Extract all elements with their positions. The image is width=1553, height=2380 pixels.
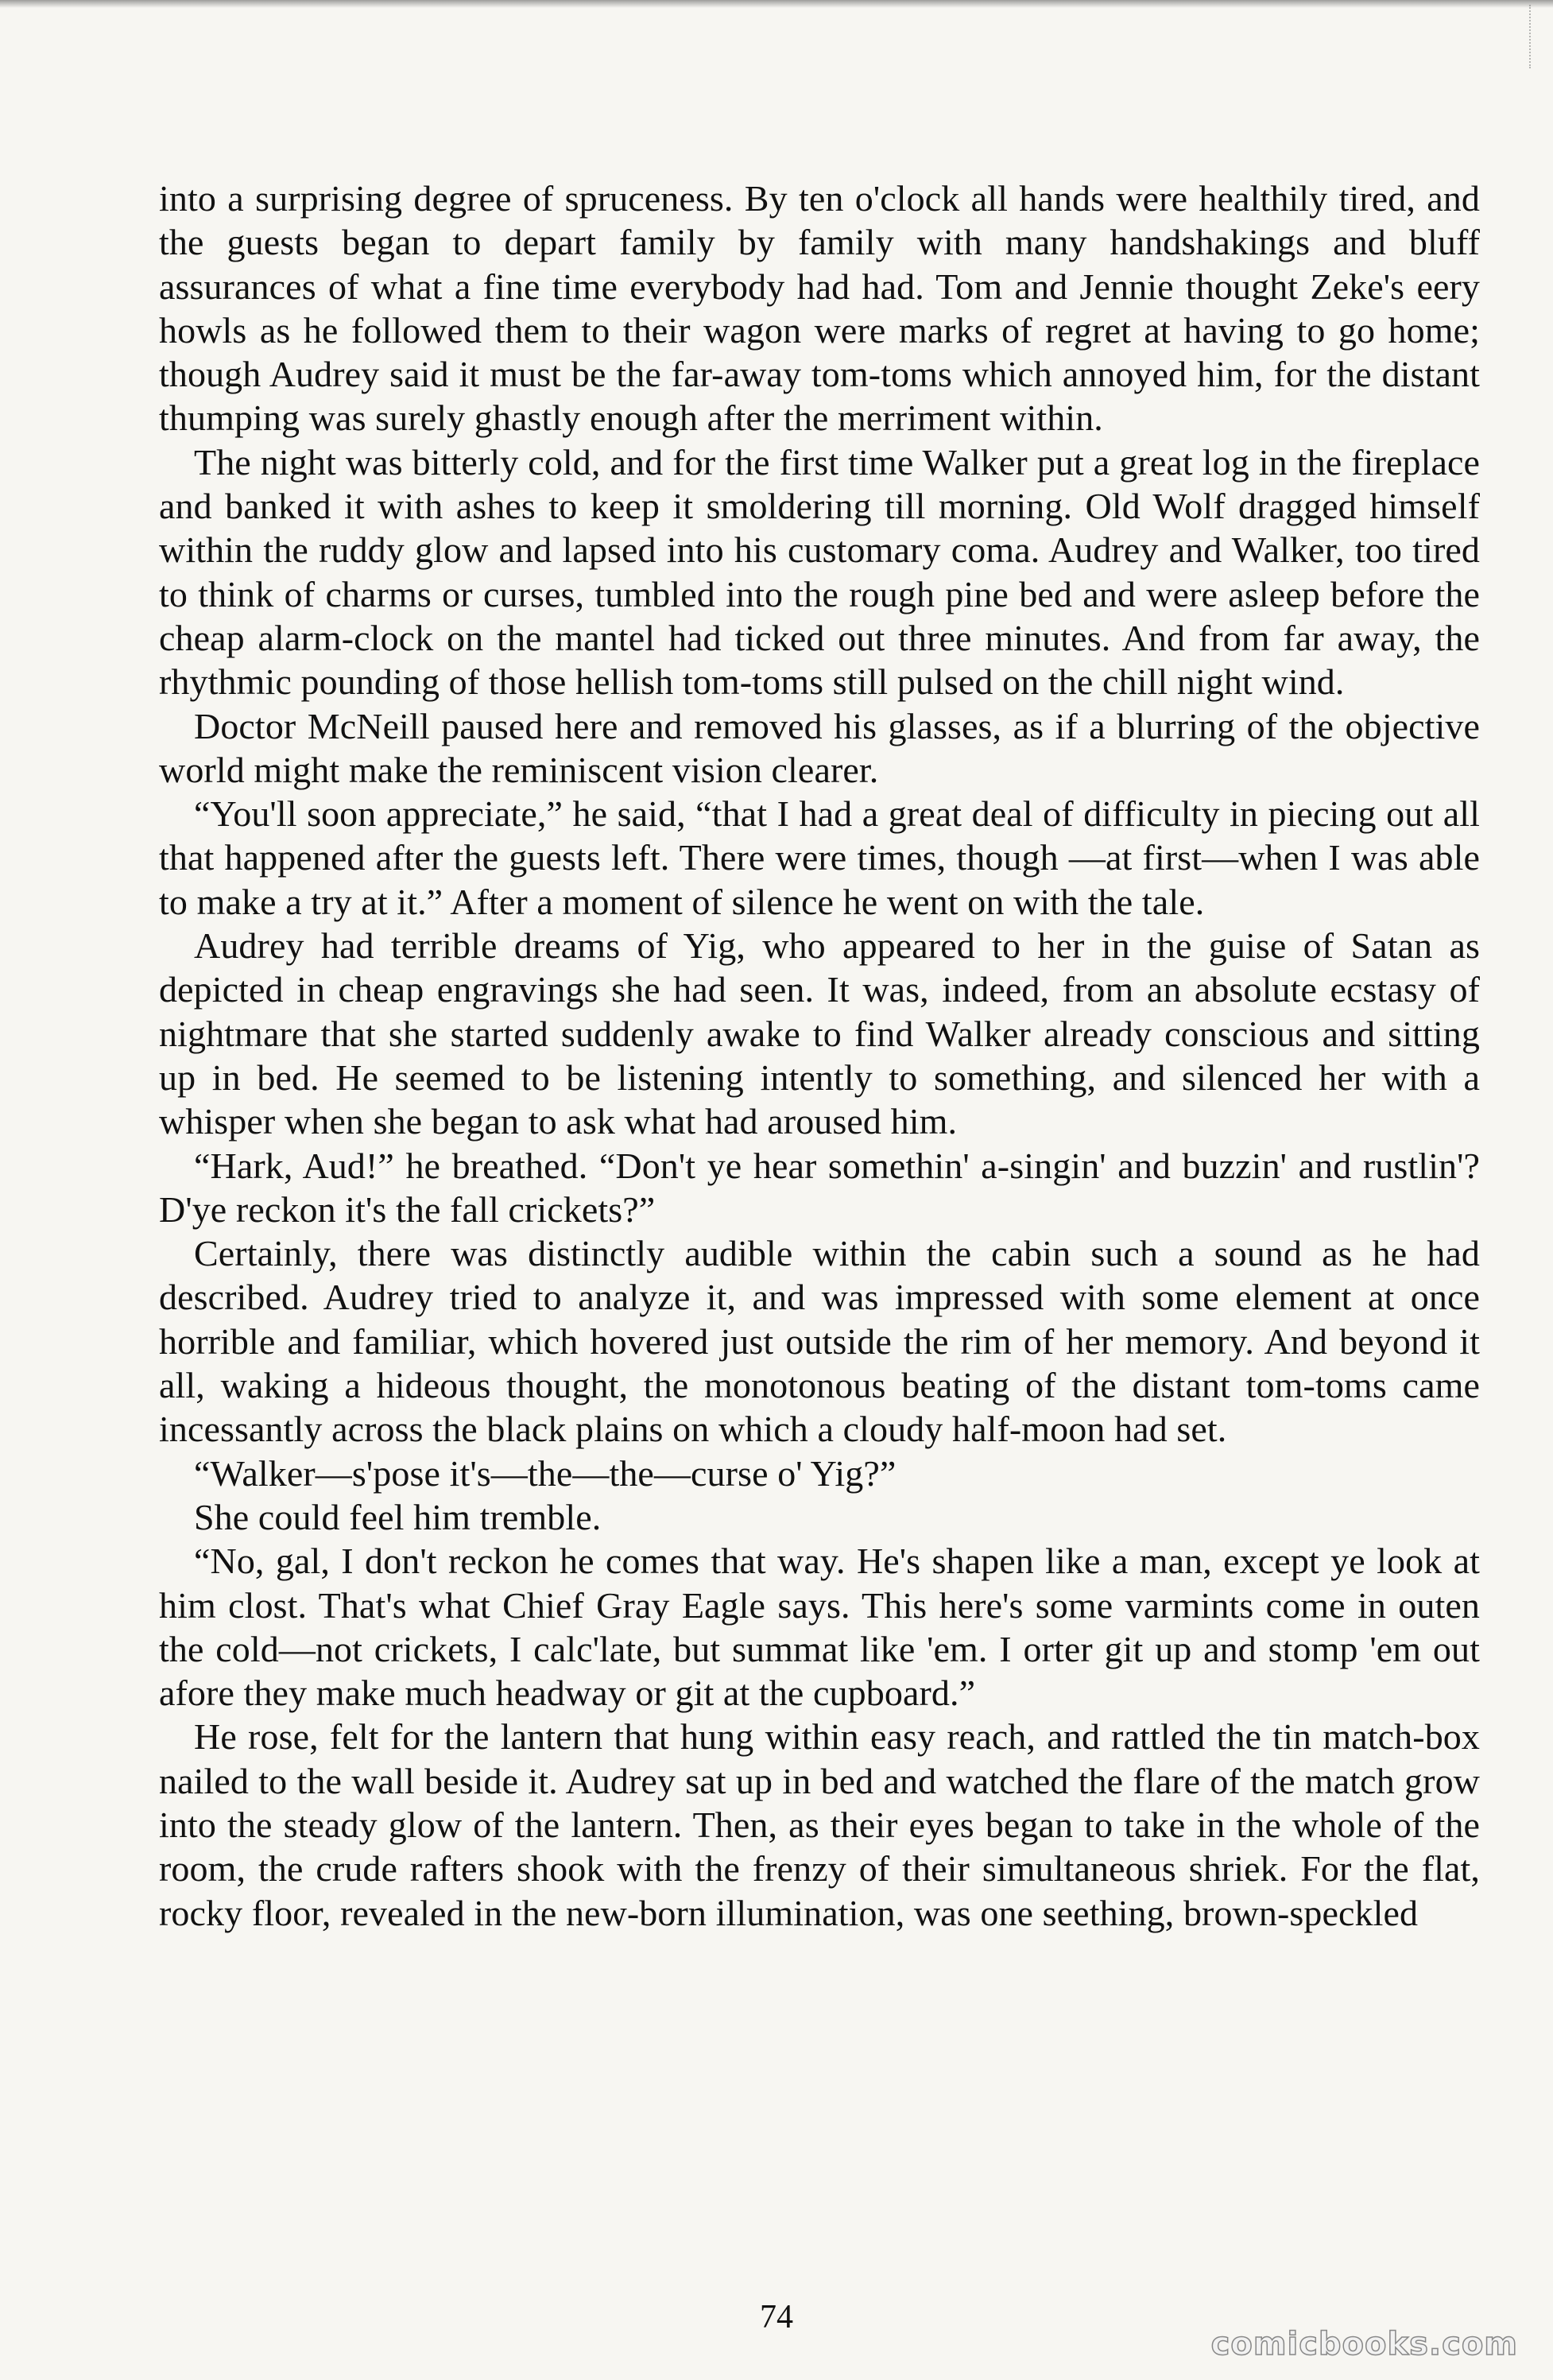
scan-edge-mark xyxy=(1529,5,1548,68)
page-body xyxy=(159,176,1480,1935)
paragraph-4: “You'll soon appreciate,” he said, “that I had a great deal of difficulty in piecing out all that happened after the guests left. There were times, though —at first—when I was able to make a try at it.” After a moment of silence he went on with the tale. xyxy=(159,793,1480,922)
paragraph-5: Audrey had terrible dreams of Yig, who appeared to her in the guise of Satan as depicted in cheap engravings she had seen. It was, indeed, from an absolute ecstasy of nightmare that she started suddenly awake to find Walker already conscious and sitting up in bed. He seemed to be listening intently to something, and silenced her with a whisper when she began to ask what had aroused him. xyxy=(159,925,1480,1142)
paragraph-2: The night was bitterly cold, and for the first time Walker put a great log in the fireplace and banked it with ashes to keep it smoldering till morning. Old Wolf dragged himself within the ruddy glow and lapsed into his customary coma. Audrey and Walker, too tired to think of charms or curses, tumbled into the rough pine bed and were asleep before the cheap alarm-clock on the mantel had ticked out three minutes. And from far away, the rhythmic pounding of those hellish tom-toms still pulsed on the chill night wind. xyxy=(159,441,1480,703)
paragraph-7: Certainly, there was distinctly audible within the cabin such a sound as he had described. Audrey tried to analyze it, and was impressed with some element at once horrible and familiar, which hovered just outside the rim of her memory. And beyond it all, waking a hideous thought, the monotonous beating of the distant tom-toms came incessantly across the black plains on which a cloudy half-moon had set. xyxy=(159,1233,1480,1450)
paragraph-3: Doctor McNeill paused here and removed his glasses, as if a blurring of the objective world might make the reminiscent vision clearer. xyxy=(159,705,1480,790)
paragraph-9: She could feel him tremble. xyxy=(194,1496,602,1537)
paragraph-11: He rose, felt for the lantern that hung within easy reach, and rattled the tin match-box nailed to the wall beside it. Audrey sat up in bed and watched the flare of the match grow into the steady glow of the lantern. Then, as their eyes began to take in the whole of the room, the crude rafters shook with the frenzy of their simultaneous shriek. For the flat, rocky floor, revealed in the new-born illumination, was one seething, brown-speckled xyxy=(159,1716,1480,1933)
paragraph-10: “No, gal, I don't reckon he comes that way. He's shapen like a man, except ye look at him clost. That's what Chief Gray Eagle says. This here's some varmints come in outen the cold—not crickets, I calc'late, but summat like 'em. I orter git up and stomp 'em out afore they make much headway or git at the cupboard.” xyxy=(159,1541,1480,1714)
watermark-logo: comicbooks.com xyxy=(1210,2326,1518,2363)
paragraph-8: “Walker—s'pose it's—the—the—curse o' Yig?” xyxy=(194,1452,897,1494)
scan-top-edge xyxy=(0,0,1553,8)
page-number: 74 xyxy=(760,2299,793,2335)
paragraph-1: into a surprising degree of spruceness. By ten o'clock all hands were healthily tired, and the guests began to depart family by family with many handshakings and bluff assurances of what a fine time everybody had had. Tom and Jennie thought Zeke's eery howls as he followed them to their wagon were marks of regret at having to go home; though Audrey said it must be the far-away tom-toms which annoyed him, for the distant thumping was surely ghastly enough after the merriment within. xyxy=(159,178,1480,439)
paragraph-6: “Hark, Aud!” he breathed. “Don't ye hear somethin' a-singin' and buzzin' and rustlin'? D'ye reckon it's the fall crickets?” xyxy=(159,1145,1480,1230)
